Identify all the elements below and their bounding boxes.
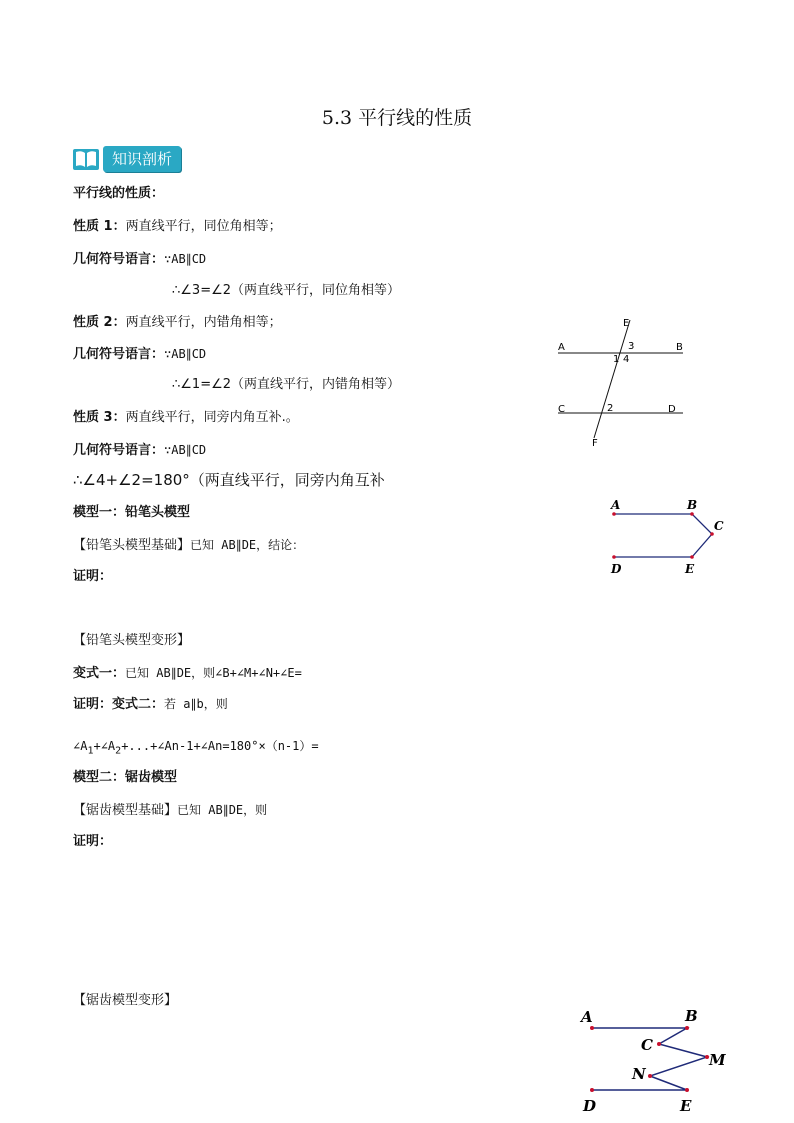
label-a: A	[581, 1008, 593, 1026]
variant-1	[73, 665, 302, 682]
model-2-title: 模型二：锯齿模型	[73, 770, 178, 785]
angle-3-label: 3	[628, 341, 635, 352]
point-b	[685, 1026, 689, 1030]
variant-2-label: 变式二：	[112, 697, 165, 712]
transversal-ef	[594, 320, 630, 438]
pencil-tip-path	[614, 514, 712, 557]
label-b: B	[687, 498, 698, 512]
label-d: D	[583, 1097, 597, 1115]
pencil-tip-figure	[600, 495, 735, 580]
variant-2	[73, 696, 228, 713]
property-1	[73, 219, 282, 235]
point-c	[657, 1042, 661, 1046]
angle-2-label: 2	[607, 403, 614, 414]
property-2-label: 性质 2：	[73, 315, 126, 330]
model-2-variant-heading: 【锯齿模型变形】	[73, 993, 178, 1008]
point-d	[590, 1088, 594, 1092]
formula-part-3: +...+∠An-1+∠An=180°×（n-1）=	[121, 739, 319, 753]
formula-part-1: ∠A	[73, 739, 88, 753]
label-d: D	[611, 562, 622, 576]
label-e: E	[623, 318, 630, 329]
variant-2-text: 若 a∥b，则	[164, 697, 228, 711]
property-3-text: 两直线平行，同旁内角互补.。	[125, 410, 299, 425]
property-3-label: 性质 3：	[73, 410, 126, 425]
properties-heading: 平行线的性质：	[73, 186, 165, 201]
section-badge-label: 知识剖析	[103, 146, 181, 172]
variant-1-label: 变式一：	[73, 666, 126, 681]
model-1-variant-heading: 【铅笔头模型变形】	[73, 633, 191, 648]
parallel-lines-figure	[548, 312, 698, 452]
angle-4-label: 4	[623, 354, 630, 365]
property-2	[73, 315, 282, 331]
page-title: 5.3 平行线的性质	[321, 107, 473, 129]
point-e	[685, 1088, 689, 1092]
label-c: C	[641, 1036, 653, 1054]
section-badge	[72, 144, 181, 174]
label-c: C	[714, 519, 724, 533]
variant-1-text: 已知 AB∥DE，则∠B+∠M+∠N+∠E=	[125, 666, 302, 680]
geometry-label-3: 几何符号语言：	[73, 443, 165, 458]
point-n	[648, 1074, 652, 1078]
angle-sum-formula	[73, 738, 319, 759]
geometry-given-1: ∵AB∥CD	[164, 252, 207, 266]
model-2-basic-text: 已知 AB∥DE，则	[177, 803, 268, 817]
label-f: F	[592, 438, 598, 449]
point-a	[590, 1026, 594, 1030]
label-e: E	[685, 562, 695, 576]
geometry-conclusion-3: ∴∠4+∠2=180°（两直线平行，同旁内角互补	[73, 471, 385, 489]
proof-label-3: 证明：	[73, 834, 113, 849]
model-1-basic-label: 【铅笔头模型基础】	[73, 538, 191, 553]
point-e	[690, 555, 694, 559]
label-b: B	[685, 1007, 698, 1025]
model-1-basic-text: 已知 AB∥DE，结论：	[190, 538, 305, 552]
label-d: D	[668, 404, 676, 415]
angle-1-label: 1	[613, 354, 620, 365]
formula-subscript-2: 2	[115, 745, 122, 757]
property-2-text: 两直线平行，内错角相等；	[125, 315, 282, 330]
label-e: E	[680, 1097, 692, 1115]
label-m: M	[709, 1051, 726, 1069]
geometry-label-1: 几何符号语言：	[73, 252, 165, 267]
geometry-label-2: 几何符号语言：	[73, 347, 165, 362]
geometry-conclusion-1: ∴∠3=∠2（两直线平行，同位角相等）	[172, 283, 401, 298]
geometry-language-1	[73, 251, 206, 268]
point-d	[612, 555, 616, 559]
proof-label-2: 证明：	[73, 697, 113, 712]
geometry-language-3	[73, 442, 206, 459]
geometry-language-2	[73, 346, 206, 363]
formula-subscript-1: 1	[87, 745, 94, 757]
model-2-basic-label: 【锯齿模型基础】	[73, 803, 178, 818]
label-b: B	[676, 342, 683, 353]
label-a: A	[611, 498, 621, 512]
formula-part-2: +∠A	[93, 739, 116, 753]
point-b	[690, 512, 694, 516]
model-1-basic	[73, 537, 304, 554]
open-book-icon	[72, 145, 100, 173]
property-1-text: 两直线平行，同位角相等；	[125, 219, 282, 234]
geometry-given-2: ∵AB∥CD	[164, 347, 207, 361]
property-1-label: 性质 1：	[73, 219, 126, 234]
label-a: A	[558, 342, 565, 353]
property-3	[73, 410, 299, 426]
label-c: C	[558, 404, 565, 415]
model-1-title: 模型一：铅笔头模型	[73, 505, 191, 520]
geometry-given-3: ∵AB∥CD	[164, 443, 207, 457]
proof-label-1: 证明：	[73, 569, 113, 584]
label-n: N	[632, 1065, 646, 1083]
point-a	[612, 512, 616, 516]
sawtooth-figure	[575, 1003, 735, 1118]
geometry-conclusion-2: ∴∠1=∠2（两直线平行，内错角相等）	[172, 377, 401, 392]
model-2-basic	[73, 802, 267, 819]
